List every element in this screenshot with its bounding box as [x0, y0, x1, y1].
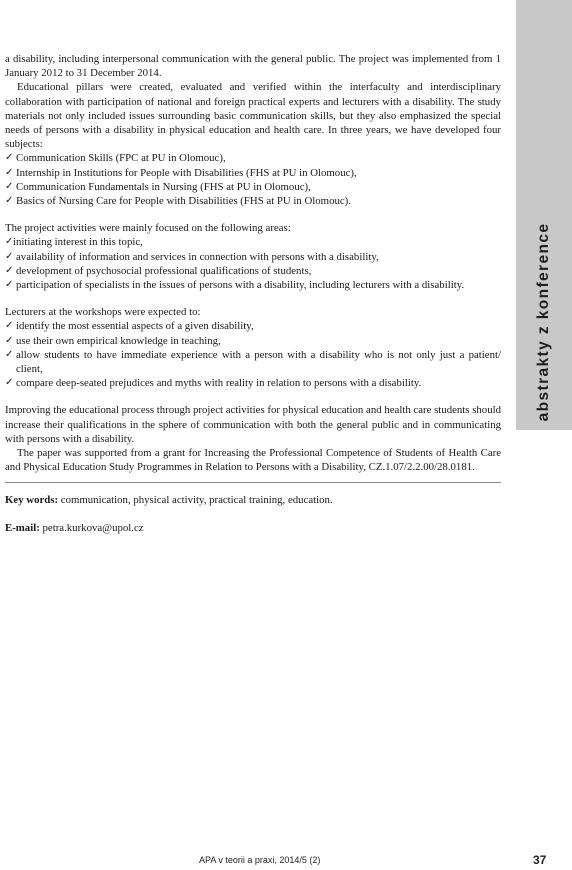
list-item: ✓ participation of specialists in the issues of persons with a disability, including lecturers with a disability. — [5, 278, 501, 292]
list-item: ✓ use their own empirical knowledge in teaching, — [5, 334, 501, 348]
improving-paragraph: Improving the educational process through project activities for physical education and health care students should increase their qualifications in the sphere of communication with both the general public and in communicating with persons with a disability. — [5, 404, 501, 445]
list-item: ✓ initiating interest in this topic, — [5, 235, 501, 249]
journal-citation: APA v teorii a praxi, 2014/5 (2) — [199, 855, 321, 865]
list-item: ✓ Internship in Institutions for People with Disabilities (FHS at PU in Olomouc), — [5, 166, 501, 180]
lecturers-intro: Lecturers at the workshops were expected to: — [5, 306, 201, 319]
list-item: ✓ Communication Fundamentals in Nursing (FHS at PU in Olomouc), — [5, 180, 501, 194]
list-item: ✓ Basics of Nursing Care for People with Disabilities (FHS at PU in Olomouc). — [5, 194, 501, 208]
email-line — [5, 521, 501, 535]
article-body — [5, 52, 501, 535]
section-side-label: abstrakty z konference — [535, 222, 552, 422]
list-item: ✓ identify the most essential aspects of a given disability, — [5, 319, 501, 333]
list-item: ✓ availability of information and services in connection with persons with a disability, — [5, 250, 501, 264]
list-item: ✓ compare deep-seated prejudices and myths with reality in relation to persons with a disability. — [5, 376, 501, 390]
intro-paragraph: a disability, including interpersonal communication with the general public. The project was implemented from 1 January 2012 to 31 December 2014. — [5, 53, 501, 80]
email-label: E-mail: — [5, 521, 40, 534]
grant-paragraph: The paper was supported from a grant for Increasing the Professional Competence of Students of Health Care and Physical Education Study Programmes in Relation to Persons with a Disability, CZ.1.07/2.2.00/28.0181. — [5, 447, 501, 474]
keywords-text: communication, physical activity, practical training, education. — [60, 494, 333, 507]
areas-list — [5, 235, 501, 292]
pillars-paragraph: Educational pillars were created, evaluated and verified within the interfaculty and interdisciplinary collaboration with participation of national and foreign practical experts and lecturers with a disability. The study materials not only included issues surrounding basic communication skills, but they also emphasized the special needs of persons with a disability in physical education and health care. In three years, we have developed four subjects: — [5, 81, 501, 151]
areas-intro: The project activities were mainly focused on the following areas: — [5, 222, 291, 235]
email-address[interactable]: petra.kurkova@upol.cz — [42, 521, 144, 534]
page-number: 37 — [533, 853, 547, 867]
list-item: ✓ allow students to have immediate experience with a person with a disability who is not only just a patient/ client, — [5, 348, 501, 376]
lecturers-list — [5, 319, 501, 390]
keywords-line — [5, 493, 501, 507]
keywords-label: Key words: — [5, 494, 59, 507]
list-item: ✓ Communication Skills (FPC at PU in Olomouc), — [5, 151, 501, 165]
subjects-list — [5, 151, 501, 208]
list-item: ✓ development of psychosocial professional qualifications of students, — [5, 264, 501, 278]
section-divider — [5, 482, 501, 483]
